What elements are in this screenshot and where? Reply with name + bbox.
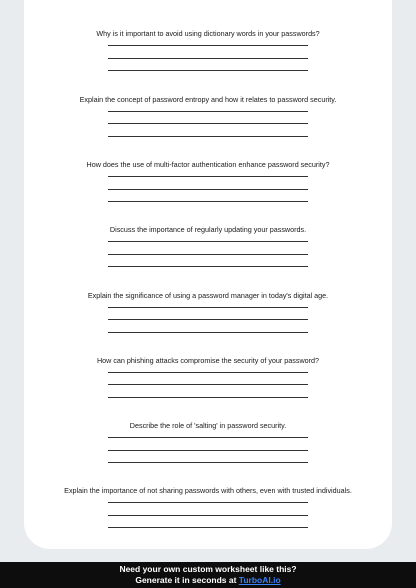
question-block-6 (24, 356, 392, 398)
answer-line (108, 46, 308, 59)
question-text: Discuss the importance of regularly updating your passwords. (109, 225, 307, 234)
question-text: Explain the importance of not sharing passwords with others, even with trusted individuals. (64, 486, 352, 495)
answer-line (108, 373, 308, 386)
question-block-8 (24, 486, 392, 528)
question-block-5 (24, 291, 392, 333)
question-text: Explain the concept of password entropy and how it relates to password security. (79, 94, 337, 104)
worksheet-page (24, 0, 392, 549)
answer-line (108, 495, 308, 503)
turboai-link[interactable]: TurboAI.io (238, 575, 281, 585)
question-block-4 (24, 225, 392, 267)
answer-line (108, 516, 308, 529)
answer-line (108, 430, 308, 438)
question-text: How does the use of multi-factor authentication enhance password security? (86, 160, 330, 169)
question-text: Explain the significance of using a password manager in today's digital age. (87, 290, 329, 300)
question-text: Describe the role of 'salting' in password security. (129, 421, 287, 430)
answer-line (108, 38, 308, 46)
footer-cta-line (0, 575, 416, 586)
answer-line (108, 177, 308, 190)
answer-line (108, 234, 308, 242)
answer-line (108, 255, 308, 268)
answer-line (108, 124, 308, 137)
promo-footer (0, 562, 416, 588)
question-block-3 (24, 160, 392, 202)
footer-cta-prefix: Generate it in seconds at (135, 575, 239, 585)
footer-promo-text: Need your own custom worksheet like this? (119, 564, 297, 574)
answer-line (108, 59, 308, 72)
answer-line (108, 385, 308, 398)
answer-line (108, 451, 308, 464)
question-block-7 (24, 421, 392, 463)
answer-line (108, 190, 308, 203)
answer-line (108, 365, 308, 373)
answer-line (108, 112, 308, 125)
answer-line (108, 242, 308, 255)
answer-line (108, 503, 308, 516)
answer-line (108, 169, 308, 177)
answer-line (108, 104, 308, 112)
answer-line (108, 300, 308, 308)
question-block-1 (24, 29, 392, 71)
answer-line (108, 320, 308, 333)
question-block-2 (24, 95, 392, 137)
question-text: How can phishing attacks compromise the security of your password? (96, 355, 320, 365)
answer-line (108, 438, 308, 451)
question-text: Why is it important to avoid using dictionary words in your passwords? (96, 29, 320, 38)
answer-line (108, 308, 308, 321)
